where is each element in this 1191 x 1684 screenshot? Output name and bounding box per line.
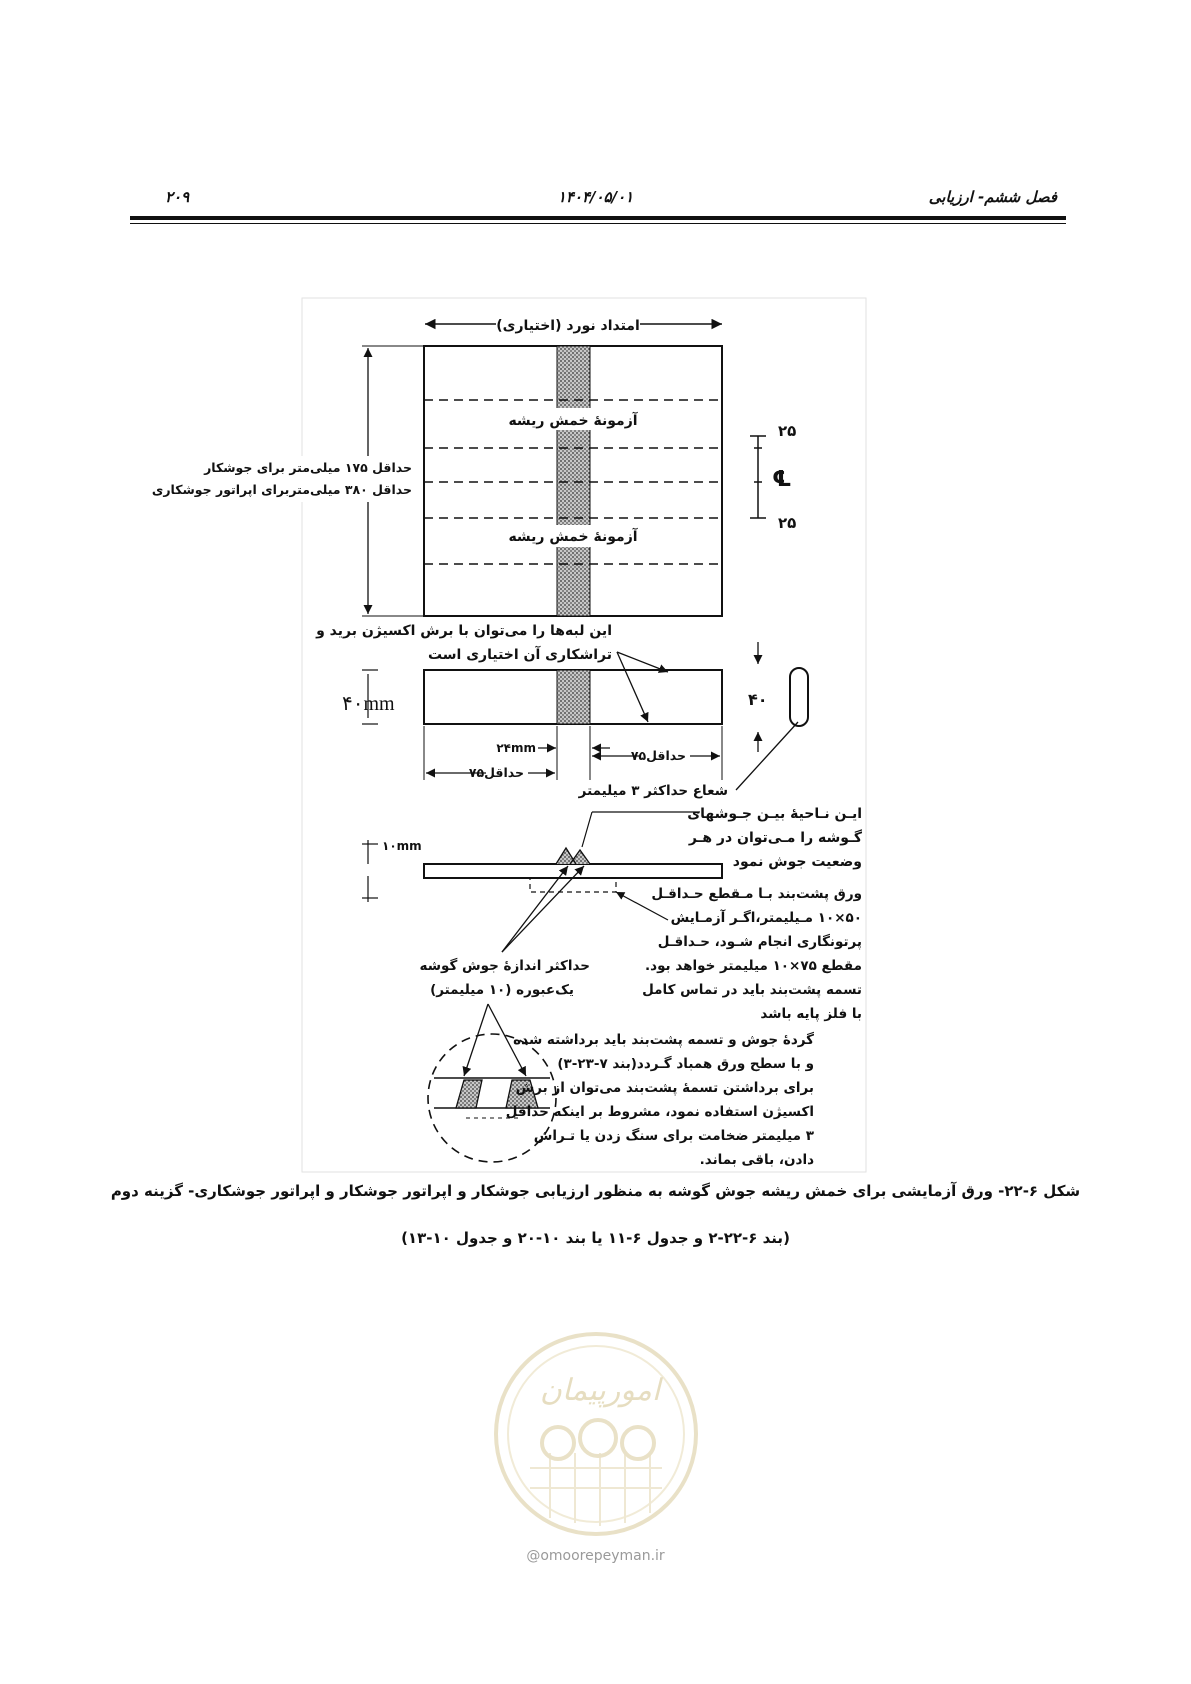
removal-note-1: گردهٔ جوش و تسمه پشت‌بند باید برداشته شده: [513, 1032, 814, 1048]
backing-note-3: پرتونگاری انجام شـود، حـداقـل: [657, 934, 862, 950]
min-length-operator: حداقل ۳۸۰ میلی‌متربرای اپراتور جوشکاری: [151, 482, 412, 497]
oxy-cut-note-2: تراشکاری آن اختیاری است: [427, 647, 612, 663]
figure-caption: شکل ۶-۲۲- ورق آزمایشی برای خمش ریشه جوش گوشه به منظور ارزیابی جوشکار و اپراتور جوشکار و اپراتور جوشکاری- گزینه دوم: [110, 1182, 1081, 1200]
dim-40: ۴۰: [748, 690, 768, 709]
top-dim-label: امتداد نورد (اختیاری): [496, 318, 640, 334]
chapter-title: فصل ششم- ارزیابی: [928, 188, 1057, 206]
watermark-text: امورپیمان: [539, 1373, 661, 1408]
region-note-1: ایـن نـاحیهٔ بیـن جـوشهای: [687, 806, 862, 822]
dim-10mm: ۱۰mm: [382, 839, 422, 853]
watermark-site: @omoorepeyman.ir: [526, 1548, 665, 1564]
fillet-plate: [424, 864, 722, 878]
weld-strip: [557, 346, 590, 616]
edge-profile: [790, 668, 808, 726]
specimen-weld: [557, 670, 590, 724]
removal-note-5: ۳ میلیمتر ضخامت برای سنگ زدن یا تـراش: [533, 1128, 814, 1144]
dim-25-top: ۲۵: [778, 422, 797, 440]
backing-note-6: با فلز پایه باشد: [760, 1006, 862, 1022]
region-note-2: گـوشه را مـی‌توان در هـر: [688, 830, 862, 846]
dim-24mm: ۲۴mm: [496, 741, 536, 755]
removal-note-4: اکسیژن استفاده نمود، مشروط بر اینکه حداقل: [505, 1104, 814, 1120]
min-75-right: حداقل۷۵: [630, 748, 686, 763]
backing-strip: [530, 878, 616, 892]
backing-note-5: تسمه پشت‌بند باید در تماس کامل: [642, 982, 862, 998]
fillet-welds: [556, 848, 590, 864]
root-bend-label-2: آزمونهٔ خمش ریشه: [508, 529, 638, 545]
root-bend-label-1: آزمونهٔ خمش ریشه: [508, 413, 638, 429]
dim-40mm: ۴۰mm: [342, 693, 395, 715]
dim-25-bottom: ۲۵: [778, 514, 797, 532]
watermark-logo: [490, 1328, 702, 1540]
oxy-cut-note-1: این لبه‌ها را می‌توان با برش اکسیژن برید و: [316, 623, 612, 639]
min-length-welder: حداقل ۱۷۵ میلی‌متر برای جوشکار: [204, 460, 412, 475]
centerline-symbol: ℄: [772, 467, 792, 492]
removal-note-6: دادن، باقی بماند.: [699, 1152, 814, 1168]
backing-note-2: ۵۰×۱۰ مـیلیمتر،اگـر آزمـایش: [670, 910, 862, 926]
right-dims: [750, 436, 766, 518]
figure-caption-reference: (بند ۶-۲۲-۲ و جدول ۶-۱۱ یا بند ۱۰-۲۰ و جدول ۱۰-۱۳): [401, 1229, 790, 1247]
page-number: ۲۰۹: [165, 188, 190, 206]
header-date: ۱۴۰۴/۰۵/۰۱: [557, 188, 634, 206]
fillet-max-1: حداکثر اندازهٔ جوش گوشه: [419, 958, 590, 974]
region-note-3: وضعیت جوش نمود: [732, 854, 862, 870]
backing-note-4: مقطع ۷۵×۱۰ میلیمتر خواهد بود.: [645, 958, 862, 974]
fillet-max-2: یک‌عبوره (۱۰ میلیمتر): [430, 982, 574, 998]
removal-note-2: و با سطح ورق همباد گـردد(بند ۷-۲۳-۳): [557, 1056, 814, 1072]
max-radius: شعاع حداکثر ۳ میلیمتر: [578, 783, 728, 799]
removal-note-3: برای برداشتن تسمهٔ پشت‌بند می‌توان از برش: [515, 1080, 814, 1096]
min-75-left: حداقل۷۵: [468, 765, 524, 780]
backing-note-1: ورق پشت‌بند بـا مـقطع حـداقـل: [651, 886, 862, 902]
